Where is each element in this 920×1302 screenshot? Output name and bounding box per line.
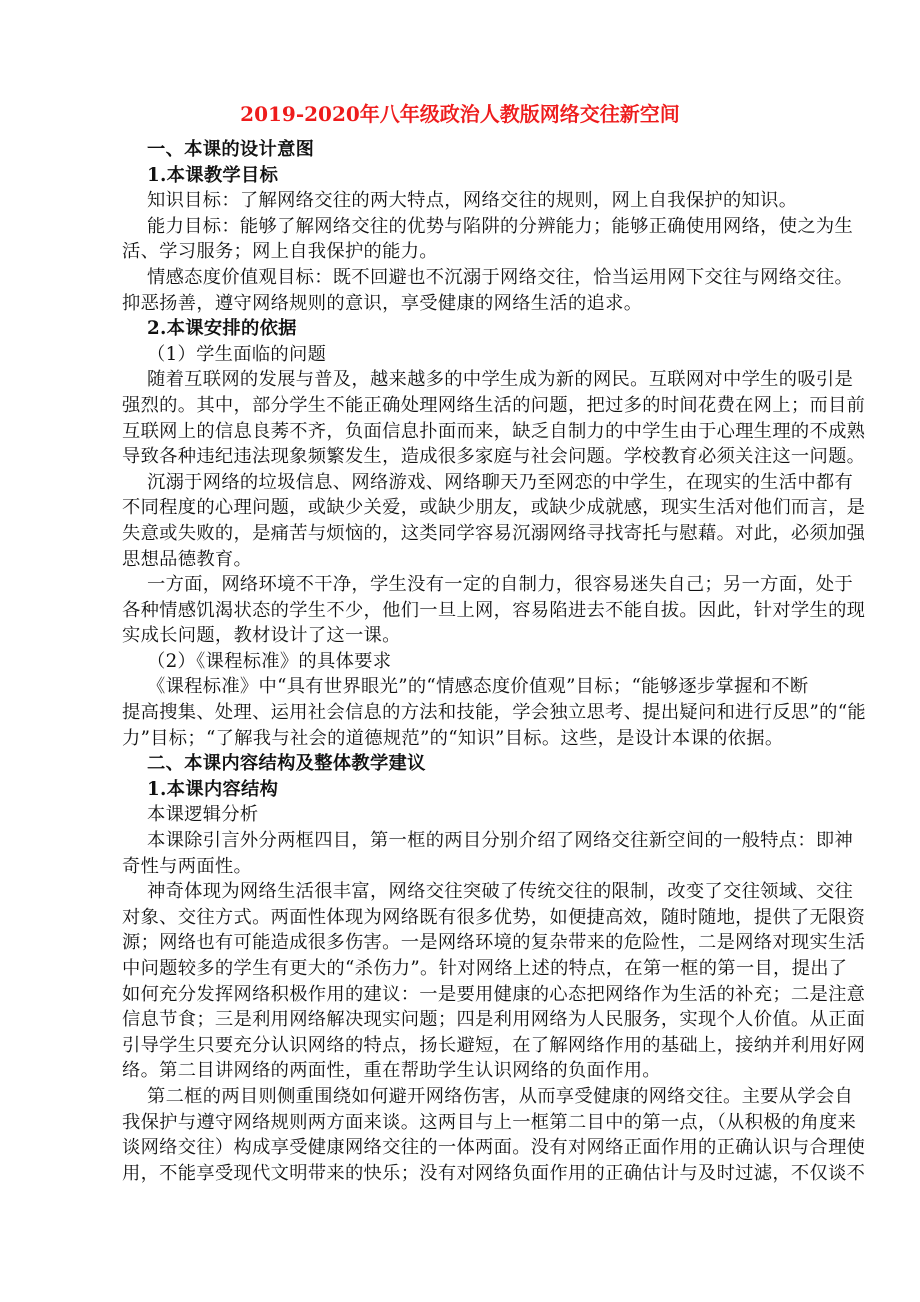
paragraph-line: 源；网络也有可能造成很多伤害。一是网络环境的复杂带来的危险性，二是网络对现实生活 [122, 932, 866, 954]
paragraph-line: 神奇体现为网络生活很丰富，网络交往突破了传统交往的限制，改变了交往领域、交往 [147, 881, 854, 903]
paragraph-line: 引导学生只要充分认识网络的特点，扬长避短，在了解网络作用的基础上，接纳并利用好网 [122, 1034, 866, 1056]
document-body [122, 137, 866, 1186]
paragraph-line: 提高搜集、处理、运用社会信息的方法和技能，学会独立思考、提出疑问和进行反思”的“能 [122, 702, 866, 724]
paragraph-line: 导致各种违纪违法现象频繁发生，造成很多家庭与社会问题。学校教育必须关注这一问题。 [122, 446, 866, 468]
paragraph-line: 情感态度价值观目标：既不回避也不沉溺于网络交往，恰当运用网下交往与网络交往。 [147, 266, 854, 288]
paragraph-line: （2）《课程标准》的具体要求 [147, 650, 392, 672]
paragraph-line: 能力目标：能够了解网络交往的优势与陷阱的分辨能力；能够正确使用网络，使之为生 [147, 215, 854, 237]
paragraph-line: 强烈的。其中，部分学生不能正确处理网络生活的问题，把过多的时间花费在网上；而目前 [122, 394, 866, 416]
paragraph-line: 互联网上的信息良莠不齐，负面信息扑面而来，缺乏自制力的中学生由于心理生理的不成熟 [122, 420, 866, 442]
section-heading-line: 2.本课安排的依据 [147, 318, 297, 340]
paragraph-line: 不同程度的心理问题，或缺少关爱，或缺少朋友，或缺少成就感，现实生活对他们而言，是 [122, 497, 866, 519]
paragraph-line: 奇性与两面性。 [122, 855, 253, 877]
section-heading-line: 1.本课教学目标 [147, 164, 279, 186]
paragraph-line: 中问题较多的学生有更大的“杀伤力”。针对网络上述的特点，在第一框的第一目，提出了 [122, 958, 848, 979]
document-title: 2019-2020年八年级政治人教版网络交往新空间 [240, 102, 680, 126]
paragraph-line: 《课程标准》中“具有世界眼光”的“情感态度价值观”目标；“能够逐步掌握和不断 [147, 676, 809, 698]
paragraph-line: 力”目标；“了解我与社会的道德规范”的“知识”目标。这些，是设计本课的依据。 [122, 727, 784, 749]
paragraph-line: 信息节食；三是利用网络解决现实问题；四是利用网络为人民服务，实现个人价值。从正面 [122, 1009, 866, 1031]
paragraph-line: 我保护与遵守网络规则两方面来谈。这两目与上一框第二目中的第一点，（从积极的角度来 [122, 1111, 857, 1133]
paragraph-line: 一方面，网络环境不干净，学生没有一定的自制力，很容易迷失自己；另一方面，处于 [147, 574, 854, 596]
section-heading-line: 一、本课的设计意图 [147, 139, 315, 160]
paragraph-line: 思想品德教育。 [122, 548, 253, 570]
section-heading-line: 二、本课内容结构及整体教学建议 [147, 753, 426, 775]
paragraph-line: 沉溺于网络的垃圾信息、网络游戏、网络聊天乃至网恋的中学生，在现实的生活中都有 [147, 471, 854, 493]
paragraph-line: 知识目标：了解网络交往的两大特点，网络交往的规则，网上自我保护的知识。 [147, 190, 798, 212]
paragraph-line: 本课除引言外分两框四目，第一框的两目分别介绍了网络交往新空间的一般特点：即神 [147, 830, 854, 852]
paragraph-line: 实成长问题，教材设计了这一课。 [122, 625, 401, 647]
paragraph-line: 本课逻辑分析 [147, 804, 259, 826]
paragraph-line: 随着互联网的发展与普及，越来越多的中学生成为新的网民。互联网对中学生的吸引是 [147, 369, 854, 391]
paragraph-line: 第二框的两目则侧重围绕如何避开网络伤害，从而享受健康的网络交往。主要从学会自 [147, 1085, 854, 1107]
section-heading-line: 1.本课内容结构 [147, 778, 279, 800]
paragraph-line: 用，不能享受现代文明带来的快乐；没有对网络负面作用的正确估计与及时过滤，不仅谈不 [122, 1162, 866, 1184]
paragraph-line: 谈网络交往）构成享受健康网络交往的一体两面。没有对网络正面作用的正确认识与合理使 [122, 1137, 866, 1159]
paragraph-line: 络。第二目讲网络的两面性，重在帮助学生认识网络的负面作用。 [122, 1060, 661, 1082]
paragraph-line: 失意或失败的，是痛苦与烦恼的，这类同学容易沉溺网络寻找寄托与慰藉。对此，必须加强 [122, 522, 866, 544]
paragraph-line: （1）学生面临的问题 [147, 343, 327, 365]
paragraph-line: 对象、交往方式。两面性体现为网络既有很多优势，如便捷高效，随时随地，提供了无限资 [122, 906, 866, 928]
paragraph-line: 活、学习服务；网上自我保护的能力。 [122, 241, 438, 263]
paragraph-line: 抑恶扬善，遵守网络规则的意识，享受健康的网络生活的追求。 [122, 292, 643, 314]
paragraph-line: 各种情感饥渴状态的学生不少，他们一旦上网，容易陷进去不能自拔。因此，针对学生的现 [122, 599, 866, 621]
paragraph-line: 如何充分发挥网络积极作用的建议：一是要用健康的心态把网络作为生活的补充；二是注意 [122, 983, 866, 1005]
